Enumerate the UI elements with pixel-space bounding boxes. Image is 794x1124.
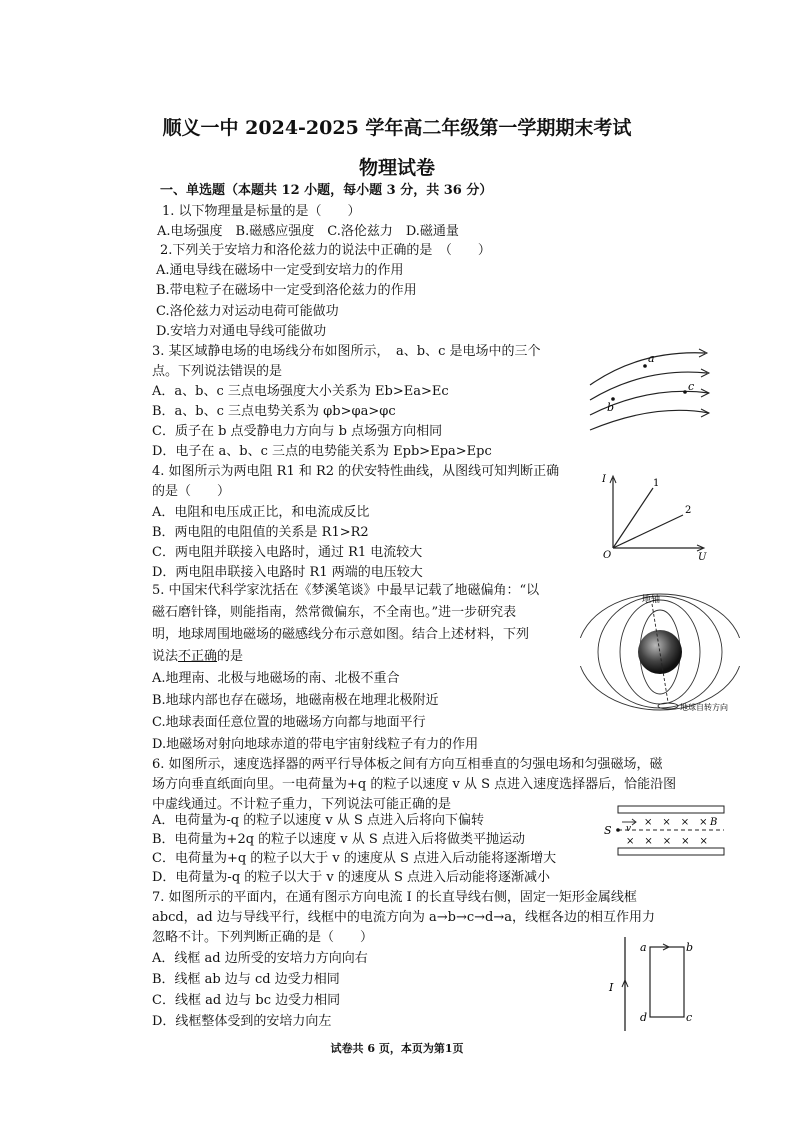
q5-fig-axis-label: 地轴 (642, 595, 661, 605)
q7-fig-label-a: a (640, 941, 647, 954)
q2-option-d: D.安培力对通电导线可能做功 (156, 324, 327, 339)
q7-option-a: A．线框 ad 边所受的安培力方向向右 (152, 951, 368, 966)
q7-stem-3: 忽略不计。下列判断正确的是（ ） (152, 930, 374, 945)
page-footer: 试卷共 6 页，本页为第1页 (330, 1042, 464, 1055)
q1-stem: 1. 以下物理量是标量的是（ ） (162, 204, 361, 219)
q5-earth-magnetic-field-figure (580, 590, 760, 720)
q6-fig-label-b: B (710, 817, 718, 828)
q5-option-c: C.地球表面任意位置的地磁场方向都与地面平行 (152, 715, 426, 730)
q6-stem-2: 场方向垂直纸面向里。一电荷量为+q 的粒子以速度 v 从 S 点进入速度选择器后，恰能沿图 (152, 777, 677, 792)
q5-fig-rotation-label: 地球自转方向 (680, 703, 728, 712)
q3-option-b: B．a、b、c 三点电势关系为 φb>φa>φc (152, 404, 396, 419)
q5-option-b: B.地球内部也存在磁场，地磁南极在地理北极附近 (152, 693, 439, 708)
q5-option-d: D.地磁场对射向地球赤道的带电宇宙射线粒子有力的作用 (152, 737, 479, 752)
q3-option-d: D．电子在 a、b、c 三点的电势能关系为 Epb>Epa>Epc (152, 444, 492, 459)
q7-option-c: C．线框 ad 边与 bc 边受力相同 (152, 993, 341, 1008)
q1-options: A.电场强度 B.磁感应强度 C.洛伦兹力 D.磁通量 (157, 224, 459, 239)
q6-option-b: B．电荷量为+2q 的粒子以速度 v 从 S 点进入后将做类平抛运动 (152, 832, 525, 847)
q2-stem: 2.下列关于安培力和洛伦兹力的说法中正确的是 （ ） (160, 243, 491, 258)
q3-option-c: C．质子在 b 点受静电力方向与 b 点场强方向相同 (152, 424, 443, 439)
q4-option-d: D．两电阻串联接入电路时 R1 两端的电压较大 (152, 565, 423, 580)
exam-title: 顺义一中 2024-2025 学年高二年级第一学期期末考试 (162, 117, 632, 139)
q7-wire-loop-figure (605, 935, 700, 1035)
q5-stem-2: 磁石磨针锋，则能指南，然常微偏东，不全南也。”进一步研究表 (152, 605, 517, 620)
q6-fig-label-v: v (626, 824, 632, 834)
q4-option-c: C．两电阻并联接入电路时，通过 R1 电流较大 (152, 545, 423, 560)
q6-stem-3: 中虚线通过。不计粒子重力，下列说法可能正确的是 (152, 797, 452, 812)
q6-fig-cross-row-2: × × × × × (626, 836, 708, 847)
q5-stem-4a: 说法 (152, 649, 179, 664)
q7-stem-2: abcd，ad 边与导线平行，线框中的电流方向为 a→b→c→d→a，线框各边的相互作用力 (152, 910, 656, 925)
q3-option-a: A．a、b、c 三点电场强度大小关系为 Eb>Ea>Ec (152, 384, 449, 399)
q7-fig-label-c: c (686, 1011, 693, 1024)
q3-fig-label-b: b (607, 401, 615, 414)
q3-field-lines-figure (585, 345, 715, 440)
q6-option-d: D．电荷量为-q 的粒子以大于 v 的速度从 S 点进入后动能将逐渐减小 (152, 870, 551, 885)
q7-fig-label-b: b (686, 941, 694, 954)
q3-stem-1: 3. 某区域静电场的电场线分布如图所示， a、b、c 是电场中的三个 (152, 344, 541, 359)
q5-stem-3: 明，地球周围地磁场的磁感线分布示意如图。结合上述材料，下列 (152, 627, 530, 642)
q4-option-b: B．两电阻的电阻值的关系是 R1>R2 (152, 525, 369, 540)
q7-option-b: B．线框 ab 边与 cd 边受力相同 (152, 972, 340, 987)
q4-fig-origin: O (603, 550, 612, 560)
q4-fig-axis-i: I (602, 474, 606, 485)
q4-option-a: A．电阻和电压成正比，和电流成反比 (152, 505, 370, 520)
q2-option-a: A.通电导线在磁场中一定受到安培力的作用 (156, 263, 404, 278)
exam-subtitle: 物理试卷 (358, 157, 435, 179)
q3-stem-2: 点。下列说法错误的是 (152, 364, 283, 379)
q6-fig-cross-row-1: × × × × (644, 817, 708, 828)
q7-fig-label-i: I (609, 981, 614, 994)
q2-option-c: C.洛伦兹力对运动电荷可能做功 (156, 304, 339, 319)
q3-fig-label-c: c (688, 380, 695, 393)
q5-stem-4c: 的是 (217, 649, 244, 664)
q4-stem-2: 的是（ ） (152, 484, 231, 499)
q5-stem-4 (152, 649, 243, 665)
q7-stem-1: 7. 如图所示的平面内，在通有图示方向电流 I 的长直导线右侧，固定一矩形金属线框 (152, 890, 637, 905)
q6-stem-1: 6. 如图所示，速度选择器的两平行导体板之间有方向互相垂直的匀强电场和匀强磁场，磁 (152, 757, 663, 772)
q6-option-a: A．电荷量为-q 的粒子以速度 v 从 S 点进入后将向下偏转 (152, 813, 485, 828)
section-heading: 一、单选题（本题共 12 小题，每小题 3 分，共 36 分） (160, 183, 493, 198)
q3-fig-label-a: a (648, 352, 655, 365)
q5-option-a: A.地理南、北极与地磁场的南、北极不重合 (152, 671, 400, 686)
q5-stem-1: 5. 中国宋代科学家沈括在《梦溪笔谈》中最早记载了地磁偏角：“以 (152, 583, 540, 598)
q6-option-c: C．电荷量为+q 的粒子以大于 v 的速度从 S 点进入后动能将逐渐增大 (152, 851, 557, 866)
q4-fig-line-2: 2 (685, 505, 692, 516)
q4-stem-1: 4. 如图所示为两电阻 R1 和 R2 的伏安特性曲线，从图线可知判断正确 (152, 464, 560, 479)
q2-option-b: B.带电粒子在磁场中一定受到洛伦兹力的作用 (156, 283, 417, 298)
q7-fig-label-d: d (640, 1011, 648, 1024)
q4-fig-axis-u: U (698, 552, 707, 560)
q6-fig-label-s: S (604, 824, 612, 837)
q4-iu-graph-figure (598, 470, 713, 560)
q7-option-d: D．线框整体受到的安培力向左 (152, 1014, 332, 1029)
q4-fig-line-1: 1 (653, 478, 660, 489)
q5-stem-4-emphasis: 不正确 (178, 649, 218, 664)
q6-velocity-selector-figure (600, 800, 730, 862)
